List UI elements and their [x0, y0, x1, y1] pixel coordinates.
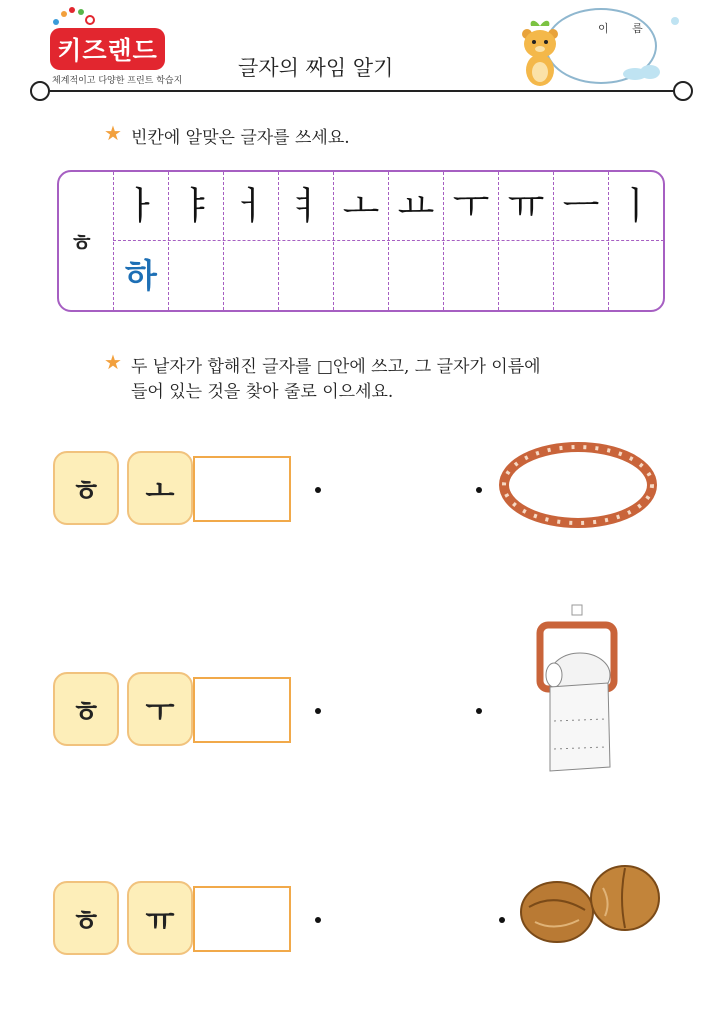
cloud-decoration-icon: [620, 62, 665, 82]
match-dot-right[interactable]: [476, 487, 482, 493]
star-icon: ★: [104, 121, 122, 145]
bear-mascot-icon: [515, 18, 565, 88]
match-dot-left[interactable]: [315, 917, 321, 923]
vowel-tile: ㅠ: [127, 881, 193, 955]
vowel-cell: ㅜ: [452, 184, 490, 228]
grid-consonant: ㅎ: [70, 229, 94, 257]
answer-box[interactable]: [193, 886, 291, 952]
vowel-cell: ㅗ: [342, 184, 380, 228]
vowel-cell: ㅛ: [397, 184, 435, 228]
match-dot-left[interactable]: [315, 708, 321, 714]
vowel-cell: ㅡ: [562, 184, 600, 228]
vowel-tile: ㅜ: [127, 672, 193, 746]
instruction-2-line2: 들어 있는 것을 찾아 줄로 이으세요.: [131, 382, 394, 402]
logo-sparkle-icon: [50, 6, 100, 28]
consonant-tile: ㅎ: [53, 881, 119, 955]
toilet-paper-icon: [532, 603, 622, 778]
example-answer: 하: [125, 256, 157, 295]
logo-text: 키즈랜드: [57, 36, 158, 65]
instruction-1: 빈칸에 알맞은 글자를 쓰세요.: [131, 128, 350, 148]
consonant-tile: ㅎ: [53, 451, 119, 525]
hula-hoop-icon: [498, 440, 658, 530]
brand-logo: [50, 28, 165, 70]
instruction-2-line1: 두 낱자가 합해진 글자를 □안에 쓰고, 그 글자가 이름에: [131, 357, 541, 377]
match-dot-right[interactable]: [476, 708, 482, 714]
divider-left-circle: [30, 81, 50, 101]
star-icon: ★: [104, 350, 122, 374]
sparkle-icon: [668, 14, 682, 28]
vowel-cell: ㅠ: [507, 184, 545, 228]
header-divider: [40, 90, 683, 92]
vowel-cell: ㅓ: [232, 184, 270, 228]
match-dot-right[interactable]: [499, 917, 505, 923]
answer-box[interactable]: [193, 456, 291, 522]
divider-right-circle: [673, 81, 693, 101]
walnuts-icon: [515, 862, 665, 947]
match-dot-left[interactable]: [315, 487, 321, 493]
name-label: 이 름: [598, 22, 653, 35]
vowel-tile: ㅗ: [127, 451, 193, 525]
vowel-cell: ㅕ: [287, 184, 325, 228]
vowel-cell: ㅑ: [177, 184, 215, 228]
answer-row[interactable]: [169, 241, 664, 309]
vowel-cell: ㅏ: [122, 184, 160, 228]
page-title: 글자의 짜임 알기: [238, 56, 394, 80]
vowel-cell: ㅣ: [617, 184, 655, 228]
consonant-tile: ㅎ: [53, 672, 119, 746]
logo-tagline: 체계적이고 다양한 프린트 학습지: [52, 76, 183, 86]
answer-box[interactable]: [193, 677, 291, 743]
